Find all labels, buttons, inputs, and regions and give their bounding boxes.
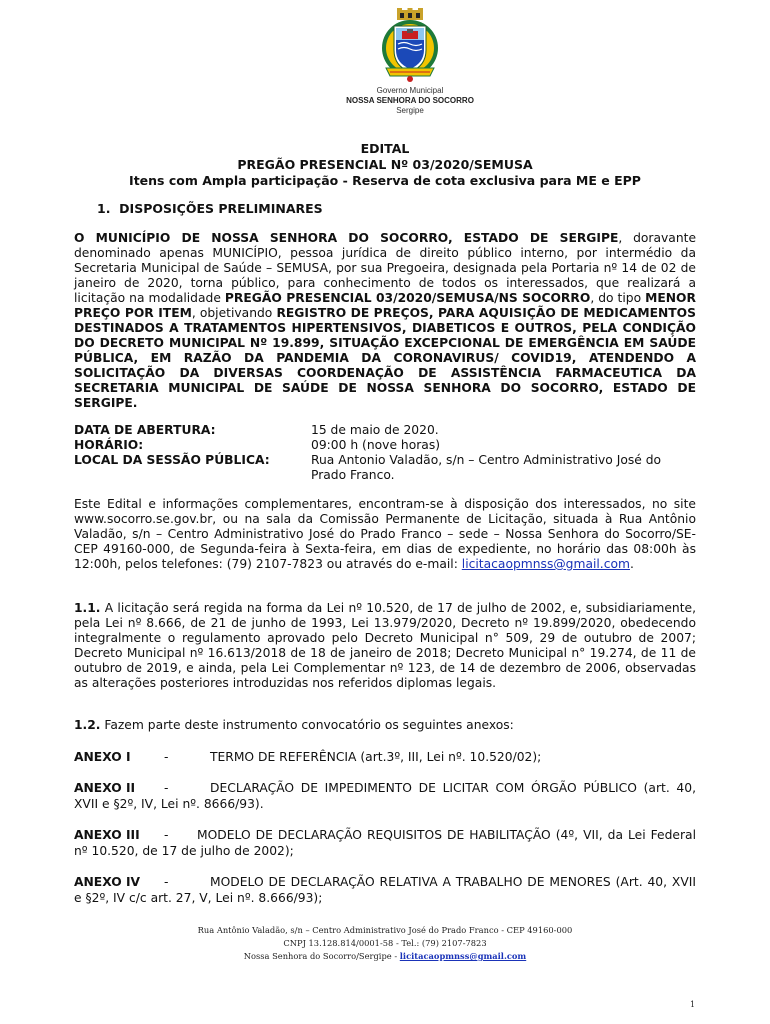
availability-end: .	[629, 557, 634, 571]
page-footer	[130, 924, 640, 963]
anexo-dash: -	[164, 875, 169, 889]
anexo-item	[74, 874, 696, 906]
gov-line-3: Sergipe	[396, 106, 424, 115]
gov-line-2: NOSSA SENHORA DO SOCORRO	[346, 96, 474, 105]
intro-text-2: , do tipo	[590, 291, 646, 305]
availability-text: Este Edital e informações complementares, encontram-se à disposição dos interessados, no site www.socorro.se.gov.br, ou na sala da Comissão Permanente de Licitação, situada à Rua Antônio Valadão, s/n – Centro Administrativo José do Prado Franco – sede – Nossa Senhora do Socorro/SE- CEP 49160-000, de Segunda-feira à Sexta-feira, em dias de expediente, no horário das 08:00h às 12:00h, pelos telefones: (79) 2107-7823 ou através do e-mail:	[74, 497, 696, 571]
title-itens: Itens com Ampla participação - Reserva de cota exclusiva para ME e EPP	[129, 173, 641, 188]
availability-paragraph	[74, 497, 696, 572]
anexo-text: DECLARAÇÃO DE IMPEDIMENTO DE LICITAR COM ÓRGÃO PÚBLICO (art. 40, XVII e §2º, IV, Lei nº. 8666/93).	[74, 781, 696, 811]
section-title: DISPOSIÇÕES PRELIMINARES	[119, 201, 323, 216]
email-link[interactable]: licitacaopmnss@gmail.com	[461, 557, 630, 571]
government-header	[300, 86, 520, 116]
footer-city-text: Nossa Senhora do Socorro/Sergipe -	[243, 951, 400, 961]
title-edital: EDITAL	[360, 141, 410, 156]
footer-cnpj: CNPJ 13.128.814/0001-58 - Tel.: (79) 2107-7823	[283, 938, 487, 948]
anexo-text: TERMO DE REFERÊNCIA (art.3º, III, Lei nº. 10.520/02);	[210, 750, 542, 764]
anexo-item	[74, 827, 696, 859]
clause-1-2-text: Fazem parte deste instrumento convocatório os seguintes anexos:	[100, 718, 514, 732]
anexo-dash: -	[164, 781, 169, 795]
anexo-label: ANEXO IV	[74, 875, 141, 889]
footer-city	[130, 950, 640, 963]
footer-address: Rua Antônio Valadão, s/n – Centro Administrativo José do Prado Franco - CEP 49160-000	[197, 925, 573, 935]
horario-label: HORÁRIO:	[74, 438, 144, 452]
section-heading	[97, 201, 323, 216]
section-number: 1.	[97, 201, 111, 216]
local-value-1: Rua Antonio Valadão, s/n – Centro Administrativo José do	[311, 453, 662, 467]
intro-text-3: , objetivando	[191, 306, 277, 320]
local-label: LOCAL DA SESSÃO PÚBLICA:	[74, 453, 270, 467]
clause-1-1-number: 1.1.	[74, 601, 101, 615]
title-pregao: PREGÃO PRESENCIAL Nº 03/2020/SEMUSA	[237, 157, 533, 172]
intro-paragraph	[74, 231, 696, 411]
modality-name: PREGÃO PRESENCIAL 03/2020/SEMUSA/NS SOCORRO	[224, 291, 591, 305]
clause-1-1	[74, 601, 696, 691]
intro-text-1: , doravante denominado apenas MUNICÍPIO, pessoa jurídica de direito público interno, por intermédio da Secretaria Municipal de Saúde – SEMUSA, por sua Pregoeira, designada pela Portaria nº 14 de 02 de janeiro de 2020, torna público, para conhecimento de todos os interessados, que realizará a licitação na modalidade	[74, 231, 697, 305]
anexo-text: MODELO DE DECLARAÇÃO RELATIVA A TRABALHO DE MENORES (Art. 40, XVII e §2º, IV c/c art. 27, V, Lei nº. 8.666/93);	[74, 875, 696, 905]
clause-1-2	[74, 718, 696, 733]
horario-value: 09:00 h (nove horas)	[311, 438, 441, 452]
footer-email-link[interactable]: licitacaopmnss@gmail.com	[399, 951, 527, 961]
gov-line-1: Governo Municipal	[376, 86, 444, 95]
anexo-dash: -	[164, 828, 169, 842]
type-name: MENOR PREÇO POR ITEM	[74, 291, 696, 320]
coat-of-arms-logo	[380, 8, 440, 84]
page-number: 1	[690, 1000, 696, 1009]
anexo-item	[74, 749, 696, 765]
object-description: REGISTRO DE PREÇOS, PARA AQUISIÇÃO DE MEDICAMENTOS DESTINADOS A TRATAMENTOS HIPERTENSIVOS, DIABETICOS E OUTROS, PELA CONDIÇÃO DO DECRETO MUNICIPAL Nº 19.899, SITUAÇÃO EXCEPCIONAL DE EMERGÊNCIA EM SAÚDE PÚBLICA, EM RAZÃO DA PANDEMIA DA CORONAVIRUS/ COVID19, ATENDENDO A SOLICITAÇÃO DA DIVERSAS COORDENAÇÃO DE ASSISTÊNCIA FARMACEUTICA DA SECRETARIA MUNICIPAL DE SAÚDE DE NOSSA SENHORA DO SOCORRO, ESTADO DE SERGIPE.	[74, 306, 696, 410]
clause-1-2-number: 1.2.	[74, 718, 101, 732]
anexo-label: ANEXO III	[74, 828, 140, 842]
anexo-label: ANEXO II	[74, 781, 136, 795]
abertura-value: 15 de maio de 2020.	[311, 423, 439, 437]
document-titles	[74, 141, 696, 189]
local-value-2: Prado Franco.	[311, 468, 395, 482]
abertura-label: DATA DE ABERTURA:	[74, 423, 216, 437]
anexo-dash: -	[164, 750, 169, 764]
anexo-item	[74, 780, 696, 812]
municipality-name: O MUNICÍPIO DE NOSSA SENHORA DO SOCORRO, ESTADO DE SERGIPE	[74, 231, 619, 245]
anexo-text: MODELO DE DECLARAÇÃO REQUISITOS DE HABILITAÇÃO (4º, VII, da Lei Federal nº 10.520, de 17 de julho de 2002);	[74, 828, 696, 858]
clause-1-1-text: A licitação será regida na forma da Lei nº 10.520, de 17 de julho de 2002, e, subsidiariamente, pela Lei nº 8.666, de 21 de junho de 1993, Lei 13.979/2020, Decreto nº 19.899/2020, obedecendo integralmente o regulamento aprovado pelo Decreto Municipal n° 509, 29 de outubro de 2007; Decreto Municipal nº 16.613/2018 de 18 de janeiro de 2018; Decreto Municipal n° 19.274, de 11 de outubro de 2019, e ainda, pela Lei Complementar nº 123, de 14 de dezembro de 2006, observadas as alterações posteriores introduzidas nos referidos diplomas legais.	[74, 601, 696, 690]
anexo-label: ANEXO I	[74, 750, 131, 764]
